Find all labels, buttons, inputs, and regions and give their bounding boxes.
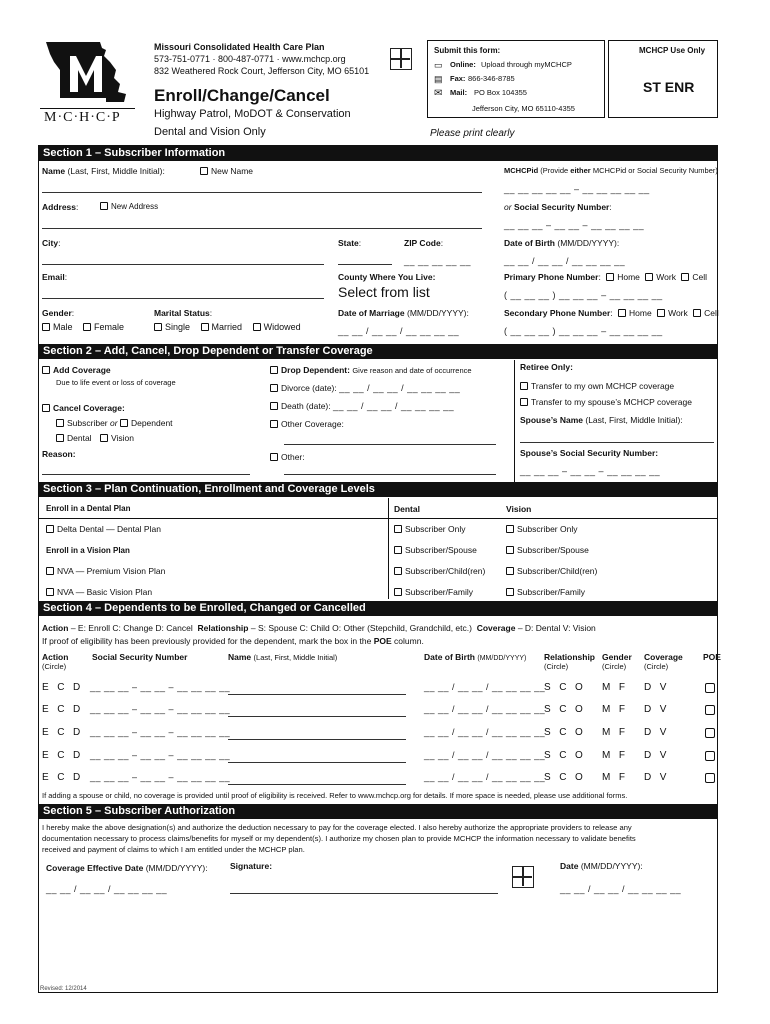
county-select[interactable]: Select from list [338, 284, 430, 300]
cancel-vision-checkbox[interactable] [100, 434, 108, 442]
row-dob[interactable]: __ __ / __ __ / __ __ __ __ [424, 772, 546, 782]
mchcpid-hint-a: (Provide [540, 166, 569, 175]
col-rel [544, 652, 595, 671]
col-rel-circle: (Circle) [544, 662, 569, 671]
secondary-phone-label: Secondary Phone Number [504, 308, 611, 318]
submit-title: Submit this form: [434, 46, 501, 55]
mchcpid-label: MCHCPid [504, 166, 539, 175]
enroll-dental-label: Enroll in a Dental Plan [46, 504, 131, 513]
ssn-input[interactable]: __ __ __ – __ __ – __ __ __ __ [504, 220, 645, 230]
divorce-checkbox[interactable] [270, 384, 278, 392]
married-label: Married [211, 322, 243, 332]
death-date-input[interactable]: __ __ / __ __ / __ __ __ __ [333, 401, 455, 411]
org-address: 832 Weathered Rock Court, Jefferson City, MO 65101 [154, 66, 370, 76]
page-title: Enroll/Change/Cancel [154, 86, 330, 105]
auth-text-1: I hereby make the above designation(s) and authorize the deduction necessary to pay for the coverage elected. I also hereby authorize the appropriate providers to release any [42, 823, 632, 832]
row-cov[interactable]: D V [644, 704, 668, 715]
retiree-only-label: Retiree Only: [520, 362, 573, 372]
drop-dependent-hint: Give reason and date of occurrence [352, 366, 472, 375]
drop-dependent-checkbox[interactable] [270, 366, 278, 374]
col-rel-label: Relationship [544, 652, 596, 662]
col-gender-label: Gender [602, 652, 632, 662]
primary-home-label: Home [617, 272, 640, 282]
transfer-own-checkbox[interactable] [520, 382, 528, 390]
other-coverage-checkbox[interactable] [270, 420, 278, 428]
marriage-input[interactable]: __ __ / __ __ / __ __ __ __ [338, 326, 460, 336]
section-3-header: Section 3 – Plan Continuation, Enrollment and Coverage Levels [38, 482, 718, 497]
single-label: Single [165, 322, 191, 332]
mchcpid-hint-c: MCHCPid or Social Security Number) [592, 166, 718, 175]
row-gender[interactable]: M F [602, 727, 626, 738]
email-input-line[interactable] [42, 298, 324, 299]
page-subtitle-1: Highway Patrol, MoDOT & Conservation [154, 108, 351, 120]
secondary-work-checkbox[interactable] [657, 309, 665, 317]
eff-date-input[interactable]: __ __ / __ __ / __ __ __ __ [46, 884, 168, 894]
mail-city: Jefferson City, MO 65110-4355 [472, 104, 575, 113]
section-2-header: Section 2 – Add, Cancel, Drop Dependent or Transfer Coverage [38, 344, 718, 359]
primary-phone-input[interactable]: ( __ __ __ ) __ __ __ – __ __ __ __ [504, 290, 663, 300]
widowed-checkbox[interactable] [253, 323, 261, 331]
online-label: Online: [450, 60, 476, 69]
row-dob[interactable]: __ __ / __ __ / __ __ __ __ [424, 682, 546, 692]
cancel-dental-checkbox[interactable] [56, 434, 64, 442]
col-dob-hint: (MM/DD/YYYY) [477, 655, 527, 662]
widowed-label: Widowed [263, 322, 301, 332]
transfer-spouse-checkbox[interactable] [520, 398, 528, 406]
cancel-coverage-label: Cancel Coverage: [53, 403, 125, 413]
dob-label: Date of Birth [504, 238, 555, 248]
other-checkbox[interactable] [270, 453, 278, 461]
add-coverage-hint: Due to life event or loss of coverage [56, 378, 176, 387]
spouse-ssn-label: Spouse’s Social Security Number: [520, 448, 659, 458]
divorce-label: Divorce (date): [281, 383, 337, 393]
other-input-line[interactable] [284, 474, 496, 475]
city-input-line[interactable] [42, 264, 324, 265]
row-poe-checkbox[interactable] [705, 683, 715, 693]
primary-work-label: Work [656, 272, 676, 282]
secondary-cell-label: Cell [704, 308, 719, 318]
vision-sub-family-label: Subscriber/Family [517, 587, 586, 597]
revised-label: Revised: 12/2014 [40, 986, 87, 992]
primary-cell-checkbox[interactable] [681, 273, 689, 281]
dental-sub-children-label: Subscriber/Child(ren) [405, 566, 486, 576]
col-poe-label: POE [703, 652, 721, 662]
dental-sub-children-checkbox[interactable] [394, 567, 402, 575]
or-text: or [504, 202, 512, 212]
other-label: Other: [281, 452, 305, 462]
signature-label: Signature: [230, 861, 273, 871]
secondary-home-label: Home [629, 308, 652, 318]
contact-line: 573-751-0771 · 800-487-0771 · www.mchcp.org [154, 54, 346, 64]
female-label: Female [94, 322, 125, 332]
other-coverage-label: Other Coverage: [281, 419, 344, 429]
reason-input-line[interactable] [42, 474, 250, 475]
row-rel[interactable]: S C O [544, 682, 584, 693]
row-name-line[interactable] [228, 762, 406, 763]
row-action[interactable]: E C D [42, 682, 82, 693]
male-checkbox[interactable] [42, 323, 50, 331]
death-checkbox[interactable] [270, 402, 278, 410]
row-cov[interactable]: D V [644, 750, 668, 761]
print-note: Please print clearly [430, 128, 515, 139]
barcode-target-bottom [512, 866, 534, 888]
row-ssn[interactable]: __ __ __ – __ __ – __ __ __ __ [90, 682, 231, 692]
row-name-line[interactable] [228, 784, 406, 785]
barcode-target-top [390, 48, 412, 70]
row-name-line[interactable] [228, 739, 406, 740]
cancel-dental-label: Dental [67, 433, 92, 443]
poe-note-a: If proof of eligibility has been previously provided for the dependent, mark the box in the [42, 636, 372, 646]
row-ssn[interactable]: __ __ __ – __ __ – __ __ __ __ [90, 727, 231, 737]
divorce-date-input[interactable]: __ __ / __ __ / __ __ __ __ [339, 383, 461, 393]
use-only-box [608, 40, 718, 118]
primary-phone-label: Primary Phone Number [504, 272, 599, 282]
other-coverage-input-line[interactable] [284, 444, 496, 445]
spouse-ssn-input[interactable]: __ __ __ – __ __ – __ __ __ __ [520, 466, 661, 476]
auth-text-3: received and payment of claims to which I am entitled under the MCHCP plan. [42, 845, 305, 854]
table-row [42, 727, 718, 747]
ssn-label: Social Security Number [513, 202, 610, 212]
name-label: Name [42, 166, 66, 176]
primary-work-checkbox[interactable] [645, 273, 653, 281]
row-cov[interactable]: D V [644, 727, 668, 738]
state-input-line[interactable] [338, 264, 392, 265]
single-checkbox[interactable] [154, 323, 162, 331]
table-row [42, 704, 718, 724]
missouri-map-icon [40, 40, 135, 106]
row-rel[interactable]: S C O [544, 750, 584, 761]
cancel-coverage-checkbox[interactable] [42, 404, 50, 412]
row-rel[interactable]: S C O [544, 772, 584, 783]
nva-basic-checkbox[interactable] [46, 588, 54, 596]
new-name-label: New Name [211, 166, 254, 176]
row-poe-checkbox[interactable] [705, 728, 715, 738]
primary-cell-label: Cell [692, 272, 707, 282]
table-row [42, 772, 718, 792]
new-address-checkbox[interactable] [100, 202, 108, 210]
transfer-own-label: Transfer to my own MCHCP coverage [531, 381, 675, 391]
logo-text: M·C·H·C·P [44, 110, 121, 125]
new-name-checkbox[interactable] [200, 167, 208, 175]
row-name-line[interactable] [228, 716, 406, 717]
dental-col-label: Dental [394, 504, 420, 514]
row-action[interactable]: E C D [42, 704, 82, 715]
mail-icon: ✉ [434, 88, 443, 99]
marriage-hint: (MM/DD/YYYY): [406, 308, 469, 318]
fax-label: Fax: [450, 74, 466, 83]
cancel-dependent-checkbox[interactable] [120, 419, 128, 427]
mchcp-logo [40, 40, 135, 130]
dental-sub-spouse-label: Subscriber/Spouse [405, 545, 477, 555]
vision-sub-only-label: Subscriber Only [517, 524, 578, 534]
vision-sub-family-checkbox[interactable] [506, 588, 514, 596]
mchcpid-input[interactable]: __ __ __ __ __ – __ __ __ __ __ [504, 184, 650, 194]
primary-home-checkbox[interactable] [606, 273, 614, 281]
use-only-label: MCHCP Use Only [639, 46, 706, 55]
col-cov [644, 652, 683, 671]
county-label: County Where You Live: [338, 272, 436, 282]
col-dob-label: Date of Birth [424, 652, 475, 662]
legend-cov-text: – D: Dental V: Vision [517, 623, 596, 633]
cancel-dependent-label: Dependent [130, 418, 173, 428]
row-action[interactable]: E C D [42, 727, 82, 738]
married-checkbox[interactable] [201, 323, 209, 331]
dental-sub-only-checkbox[interactable] [394, 525, 402, 533]
mail-label: Mail: [450, 88, 468, 97]
auth-text-2: documentation necessary to process claims/benefits for myself or my dependent(s). I authorize my chosen plan to provide MCHCP the information necessary to validate benefits [42, 834, 636, 843]
eff-date-label: Coverage Effective Date [46, 863, 144, 873]
row-cov[interactable]: D V [644, 772, 668, 783]
dental-sub-only-label: Subscriber Only [405, 524, 466, 534]
sig-date-hint: (MM/DD/YYYY): [580, 861, 643, 871]
col-action-label: Action [42, 652, 69, 662]
address-label: Address [42, 202, 77, 212]
secondary-home-checkbox[interactable] [618, 309, 626, 317]
state-label: State [338, 238, 359, 248]
legend-action-label: Action [42, 623, 69, 633]
gender-label: Gender [42, 308, 72, 318]
legend-cov-label: Coverage [476, 623, 516, 633]
vision-sub-children-checkbox[interactable] [506, 567, 514, 575]
nva-premium-label: NVA — Premium Vision Plan [57, 566, 166, 576]
row-action[interactable]: E C D [42, 772, 82, 783]
col-ssn-label: Social Security Number [92, 652, 188, 662]
col-name-label: Name [228, 652, 252, 662]
delta-dental-checkbox[interactable] [46, 525, 54, 533]
row-ssn[interactable]: __ __ __ – __ __ – __ __ __ __ [90, 772, 231, 782]
row-gender[interactable]: M F [602, 682, 626, 693]
vision-sub-children-label: Subscriber/Child(ren) [517, 566, 598, 576]
table-row [42, 750, 718, 770]
poe-note-c: column. [394, 636, 424, 646]
section-1-header: Section 1 – Subscriber Information [38, 146, 718, 161]
row-dob[interactable]: __ __ / __ __ / __ __ __ __ [424, 727, 546, 737]
signature-input-line[interactable] [230, 893, 498, 894]
row-action[interactable]: E C D [42, 750, 82, 761]
col-name-hint: (Last, First, Middle Initial) [253, 653, 338, 662]
marriage-label: Date of Marriage [338, 308, 405, 318]
cancel-subscriber-label: Subscriber [67, 418, 108, 428]
name-input-line[interactable] [42, 192, 482, 193]
address-input-line[interactable] [42, 228, 482, 229]
page-subtitle-2: Dental and Vision Only [154, 126, 266, 138]
dob-input[interactable]: __ __ / __ __ / __ __ __ __ [504, 256, 626, 266]
dental-sub-family-checkbox[interactable] [394, 588, 402, 596]
row-cov[interactable]: D V [644, 682, 668, 693]
spouse-name-label: Spouse’s Name [520, 415, 583, 425]
vision-sub-spouse-checkbox[interactable] [506, 546, 514, 554]
reason-label: Reason: [42, 449, 76, 459]
female-checkbox[interactable] [83, 323, 91, 331]
vision-col-label: Vision [506, 504, 532, 514]
row-gender[interactable]: M F [602, 750, 626, 761]
dental-sub-spouse-checkbox[interactable] [394, 546, 402, 554]
row-gender[interactable]: M F [602, 772, 626, 783]
cancel-or-text: or [110, 418, 118, 428]
section-4-header: Section 4 – Dependents to be Enrolled, Changed or Cancelled [38, 601, 718, 616]
enroll-vision-label: Enroll in a Vision Plan [46, 546, 130, 555]
row-gender[interactable]: M F [602, 704, 626, 715]
col-cov-label: Coverage [644, 652, 683, 662]
add-coverage-label: Add Coverage [53, 365, 111, 375]
row-ssn[interactable]: __ __ __ – __ __ – __ __ __ __ [90, 750, 231, 760]
city-label: City [42, 238, 59, 248]
row-poe-checkbox[interactable] [705, 705, 715, 715]
transfer-spouse-label: Transfer to my spouse’s MCHCP coverage [531, 397, 692, 407]
section-5-header: Section 5 – Subscriber Authorization [38, 804, 718, 819]
org-name: Missouri Consolidated Health Care Plan [154, 42, 325, 52]
spouse-name-input-line[interactable] [520, 442, 714, 443]
male-label: Male [53, 322, 73, 332]
col-cov-circle: (Circle) [644, 662, 669, 671]
drop-dependent-label: Drop Dependent: [281, 365, 350, 375]
fax-icon: ▤ [434, 74, 443, 84]
col-action-circle: (Circle) [42, 662, 67, 671]
nva-premium-checkbox[interactable] [46, 567, 54, 575]
col-gender-circle: (Circle) [602, 662, 627, 671]
add-coverage-checkbox[interactable] [42, 366, 50, 374]
row-rel[interactable]: S C O [544, 704, 584, 715]
st-enr-label: ST ENR [643, 79, 695, 95]
row-dob[interactable]: __ __ / __ __ / __ __ __ __ [424, 704, 546, 714]
table-row [42, 682, 718, 702]
email-label: Email [42, 272, 65, 282]
row-dob[interactable]: __ __ / __ __ / __ __ __ __ [424, 750, 546, 760]
new-address-label: New Address [111, 202, 159, 211]
spouse-name-hint: (Last, First, Middle Initial): [585, 415, 683, 425]
zip-input[interactable]: __ __ __ __ __ [404, 256, 472, 266]
poe-note-b: POE [373, 636, 392, 646]
mchcpid-hint-b: either [570, 166, 591, 175]
row-rel[interactable]: S C O [544, 727, 584, 738]
legend-rel-text: – S: Spouse C: Child O: Other (Stepchild, Grandchild, etc.) [250, 623, 472, 633]
row-ssn[interactable]: __ __ __ – __ __ – __ __ __ __ [90, 704, 231, 714]
row-poe-checkbox[interactable] [705, 773, 715, 783]
mail-text: PO Box 104355 [474, 88, 527, 97]
vision-sub-spouse-label: Subscriber/Spouse [517, 545, 589, 555]
death-label: Death (date): [281, 401, 331, 411]
sig-date-label: Date [560, 861, 579, 871]
vision-sub-only-checkbox[interactable] [506, 525, 514, 533]
online-text: Upload through myMCHCP [481, 60, 572, 69]
row-poe-checkbox[interactable] [705, 751, 715, 761]
dependents-footer-note: If adding a spouse or child, no coverage is provided until proof of eligibility is received. Refer to www.mchcp.org for details. If more space is needed, please use additional forms. [42, 791, 628, 800]
secondary-work-label: Work [668, 308, 688, 318]
legend-rel-label: Relationship [197, 623, 249, 633]
secondary-cell-checkbox[interactable] [693, 309, 701, 317]
fax-text: 866-346-8785 [468, 74, 515, 83]
dob-hint: (MM/DD/YYYY): [557, 238, 620, 248]
cancel-vision-label: Vision [110, 433, 134, 443]
computer-icon: ▭ [434, 60, 443, 70]
col-action [42, 652, 68, 671]
marital-label: Marital Status [154, 308, 210, 318]
secondary-phone-input[interactable]: ( __ __ __ ) __ __ __ – __ __ __ __ [504, 326, 663, 336]
eff-date-hint: (MM/DD/YYYY): [145, 863, 208, 873]
legend-action-text: – E: Enroll C: Change D: Cancel [70, 623, 193, 633]
col-gender [602, 652, 632, 671]
delta-dental-label: Delta Dental — Dental Plan [57, 524, 161, 534]
name-hint: (Last, First, Middle Initial): [67, 166, 165, 176]
cancel-subscriber-checkbox[interactable] [56, 419, 64, 427]
nva-basic-label: NVA — Basic Vision Plan [57, 587, 153, 597]
row-name-line[interactable] [228, 694, 406, 695]
dental-sub-family-label: Subscriber/Family [405, 587, 474, 597]
sig-date-input[interactable]: __ __ / __ __ / __ __ __ __ [560, 884, 682, 894]
submit-box [427, 40, 605, 118]
zip-label: ZIP Code [404, 238, 441, 248]
